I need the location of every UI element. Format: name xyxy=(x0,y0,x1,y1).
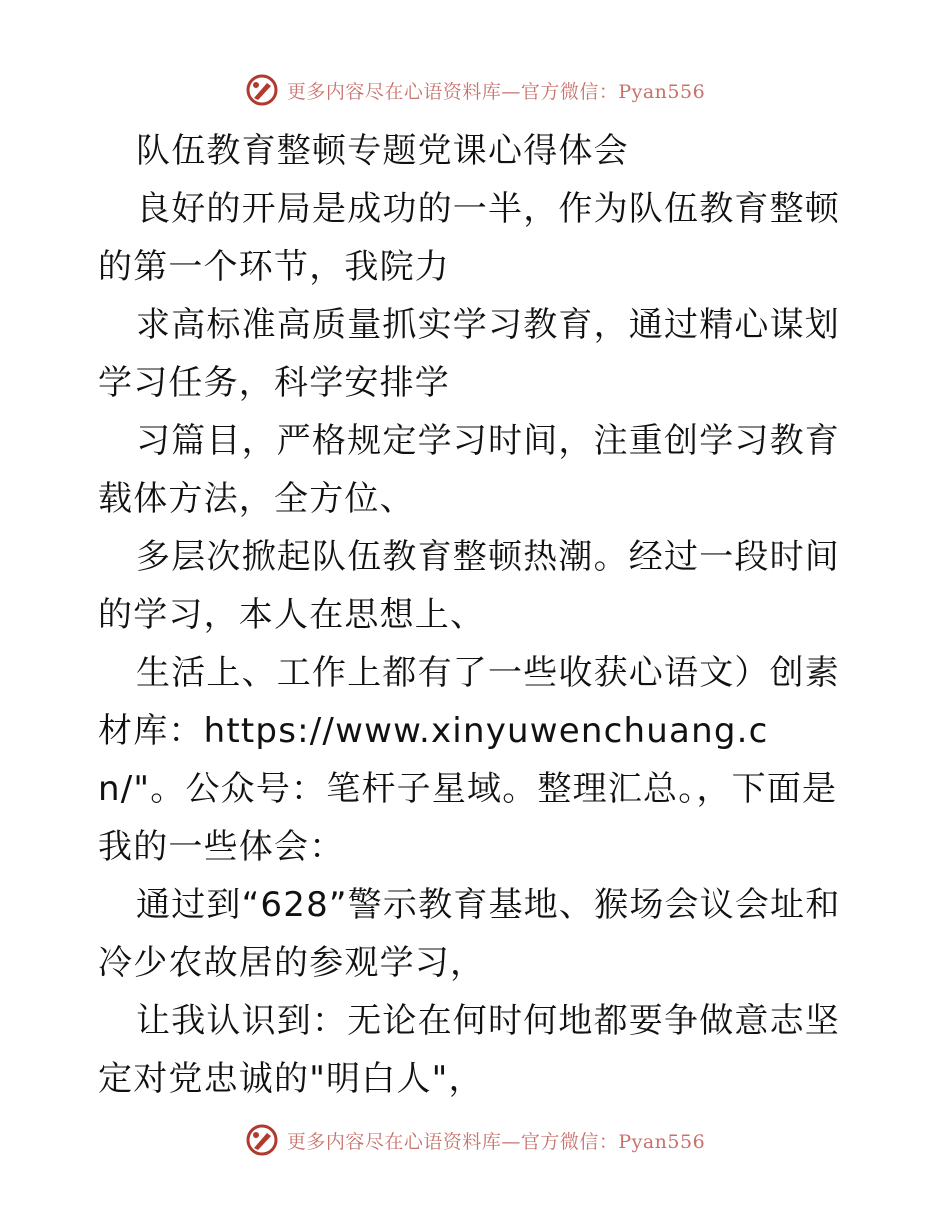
footer-banner xyxy=(0,1120,950,1160)
paragraph: 求高标准高质量抓实学习教育，通过精心谋划学习任务，科学安排学 xyxy=(98,305,840,403)
header-banner xyxy=(0,70,950,110)
pen-logo-icon xyxy=(245,73,279,107)
document-title: 队伍教育整顿专题党课心得体会 xyxy=(136,131,629,171)
banner-text: 更多内容尽在心语资料库—官方微信：Pyan556 xyxy=(286,80,706,103)
paragraph: 多层次掀起队伍教育整顿热潮。经过一段时间的学习，本人在思想上、 xyxy=(98,537,840,635)
paragraph: 通过到“628”警示教育基地、猴场会议会址和冷少农故居的参观学习， xyxy=(98,885,841,983)
paragraph: 生活上、工作上都有了一些收获心语文）创素材库：https://www.xinyuwenchuang.cn/"。公众号：笔杆子星域。整理汇总。，下面是我的一些体会： xyxy=(98,653,840,867)
paragraph: 良好的开局是成功的一半，作为队伍教育整顿的第一个环节，我院力 xyxy=(98,189,840,287)
paragraph: 让我认识到：无论在何时何地都要争做意志坚定对党忠诚的"明白人"， xyxy=(98,1001,840,1099)
banner-text: 更多内容尽在心语资料库—官方微信：Pyan556 xyxy=(286,1130,706,1153)
pen-logo-icon xyxy=(245,1123,279,1157)
paragraph: 习篇目，严格规定学习时间，注重创学习教育载体方法，全方位、 xyxy=(98,421,840,519)
document-body xyxy=(98,122,850,1108)
